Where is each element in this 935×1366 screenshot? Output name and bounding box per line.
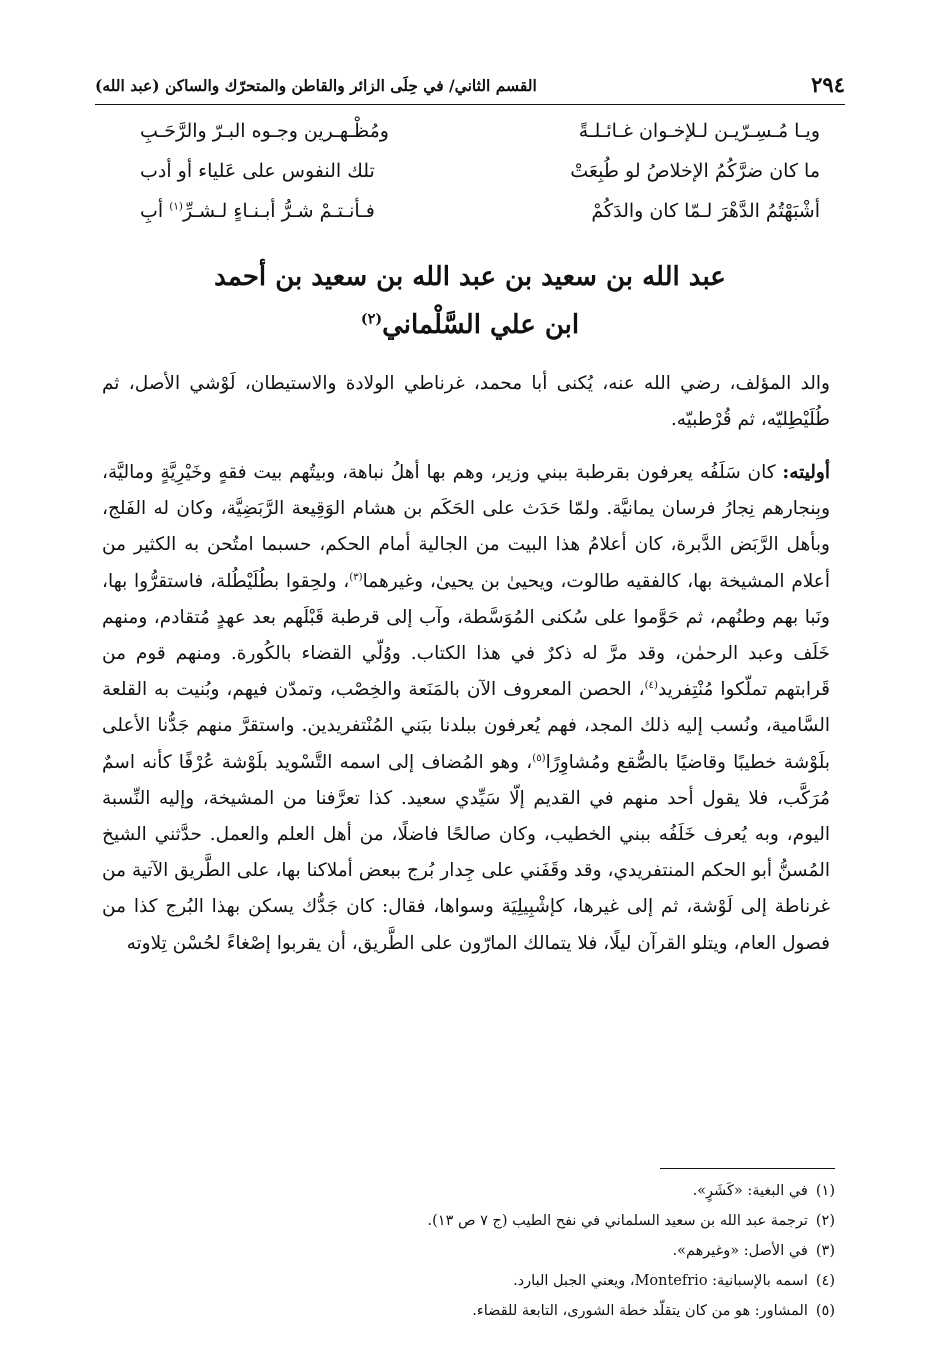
- verse-first-hemistich: ويـا مُـسِـرّيـن لـلإخـوان غـائـلـةً: [578, 120, 820, 142]
- paragraph-text: ، وهو المُضاف إلى اسمه التَّسْويد بلَوْشة عُرْفًا كأنه اسمٌ مُرَكَّب، فلا يقول أحد منهم في القديم إلّا سَيِّدي سعيد. كذا تعرَّفنا من المشيخة، وإليه النِّسبة اليوم، وبه يُعرف خَلَفُه ببني الخطيب، وكان صالحًا فاضلًا، من أهل العلم والعمل. حدَّثني الشيخ المُسنُّ أبو الحكم المنتفريدي، وقد وقَفَني على جِدار بُرج ببعض أملاكنا بها، على الطَّريق الآتية من غرناطة إلى لَوْشة، ثم إلى غيرها، كإشْبِيلِيَة وسواها، فقال: كان جَدُّك يسكن بهذا البُرج كذا من فصول العام، ويتلو القرآن ليلًا، فلا يتمالك المارّون على الطَّريق، أن يقربوا إصْغاءً لحُسْن تِلاوته: [102, 751, 830, 954]
- footnote: [102, 1176, 835, 1206]
- footnote-number: (٢): [815, 1213, 835, 1229]
- entry-title-name: ابن علي السَّلْماني: [382, 310, 580, 340]
- verse-second-hemistich: تلك النفوس على عَلياء أو أدب: [140, 160, 375, 182]
- verse-line: [120, 200, 820, 240]
- entry-title-line1: عبد الله بن سعيد بن عبد الله بن سعيد بن أحمد: [214, 262, 726, 292]
- footnote: [102, 1266, 835, 1296]
- footnote-text: ترجمة عبد الله بن سعيد السلماني في نفح الطيب (ج ٧ ص ١٣).: [427, 1213, 808, 1229]
- lineage-paragraph: [102, 455, 830, 962]
- footnote: [102, 1206, 835, 1236]
- verse-text: فـأنـتـمْ شـرُّ أبـنـاءٍ لـشـرِّ: [182, 200, 375, 222]
- verse-first-hemistich: ما كان ضرَّكُمُ الإخلاصُ لو طُبِعَتْ: [570, 160, 820, 182]
- verse-text-end: أبِ: [140, 200, 170, 222]
- page-number: ٢٩٤: [811, 72, 845, 97]
- footnote-text: في الأصل: «وغيرهم».: [672, 1243, 808, 1259]
- section-heading: أوليته:: [782, 462, 830, 483]
- verse-second-hemistich: ومُظْـهـرين وجـوه البـرّ والرَّحَـبِ: [140, 120, 389, 142]
- footnote-number: (٤): [815, 1273, 835, 1289]
- poem-verses: [120, 120, 820, 240]
- footnote-marker: (٣): [349, 571, 363, 583]
- entry-title-line2: [95, 310, 845, 340]
- verse-first-hemistich: أشْبَهْتُمُ الدَّهْرَ لـمّا كان والدَكُمْ: [591, 200, 820, 222]
- footnote-text: اسمه بالإسبانية: Montefrio، ويعني الجبل البارد.: [513, 1273, 808, 1289]
- footnote-number: (٣): [815, 1243, 835, 1259]
- paragraph-text: ، ولحِقوا بطُلَيْطُلة، فاستقرُّوا بها، ونَبا بهم وطنُهم، ثم حَوَّموا على سُكنى المُوَسَّطة، وآب إلى قرطبة قَبْلَهم بعد عهدٍ مُتقادم، ومنهم خَلَف وعبد الرحمٰن، وقد مرَّ له ذكرٌ في هذا الكتاب. ووُلّي القضاء بالكُورة. ومنهم قوم من قَرابتهم تملّكوا مُنْتِفريد: [102, 570, 831, 701]
- footnote-marker: (٤): [644, 680, 658, 692]
- footnote: [102, 1236, 835, 1266]
- verse-line: [120, 120, 820, 160]
- verse-line: [120, 160, 820, 200]
- paragraph-text: كان سَلَفُه يعرفون بقرطبة ببني وزير، وهم بها أهلُ نباهة، وبيتُهم بيت فقهٍ وخَيْرِيَّةٍ وماليَّة، وبِنجارهم نِجارُ فرسان يمانيَّة. ولمّا حَدَث على الحَكَم بن هشام الوَقِيعة الرَّبَضِيَّة، وكان له الفَلج، وبأهل الرَّبَض الدَّبرة، كان أعلامُ هذا البيت من الجالية أمام الحكم، حسبما امتُحن به الكثير من أعلام المشيخة بها، كالفقيه طالوت، ويحيىٰ بن يحيىٰ، وغيرهما: [102, 462, 830, 592]
- footnote-number: (١): [815, 1183, 835, 1199]
- footnote-number: (٥): [815, 1303, 835, 1319]
- intro-paragraph: والد المؤلف، رضي الله عنه، يُكنى أبا محمد، غرناطي الولادة والاستيطان، لَوْشي الأصل، ثم طُلَيْطِليّه، ثم قُرْطبيّه.: [102, 373, 830, 431]
- footnote-marker: (٢): [360, 311, 383, 328]
- paragraph-text: ، الحصن المعروف الآن بالمَنَعة والخِصْب، وتمدّن فيهم، وبُنيت به القلعة السَّامية، ونُسب إليه ذلك المجد، فهم يُعرفون ببلدنا ببَني المُنْتفريدين. واستقرَّ منهم جَدُّنا الأعلى بلَوْشة خطيبًا وقاضيًا بالصُّقع ومُشاوِرًا: [102, 679, 830, 773]
- footnote-text: المشاور: هو من كان يتقلّد خطة الشورى، التابعة للقضاء.: [472, 1303, 808, 1319]
- footnote-marker: (١): [169, 200, 183, 213]
- footnotes: [102, 1176, 835, 1326]
- footnote: [102, 1296, 835, 1326]
- running-header: [95, 70, 845, 104]
- running-title: القسم الثاني/ في حِلَى الزائر والقاطن والمتحرّك والساكن (عبد الله): [95, 76, 537, 95]
- footnote-rule: [660, 1168, 835, 1169]
- footnote-marker: (٥): [532, 752, 546, 764]
- footnote-text: في البغية: «كَشَرٍ».: [692, 1183, 808, 1199]
- verse-second-hemistich: [140, 200, 375, 222]
- header-rule: [95, 104, 845, 105]
